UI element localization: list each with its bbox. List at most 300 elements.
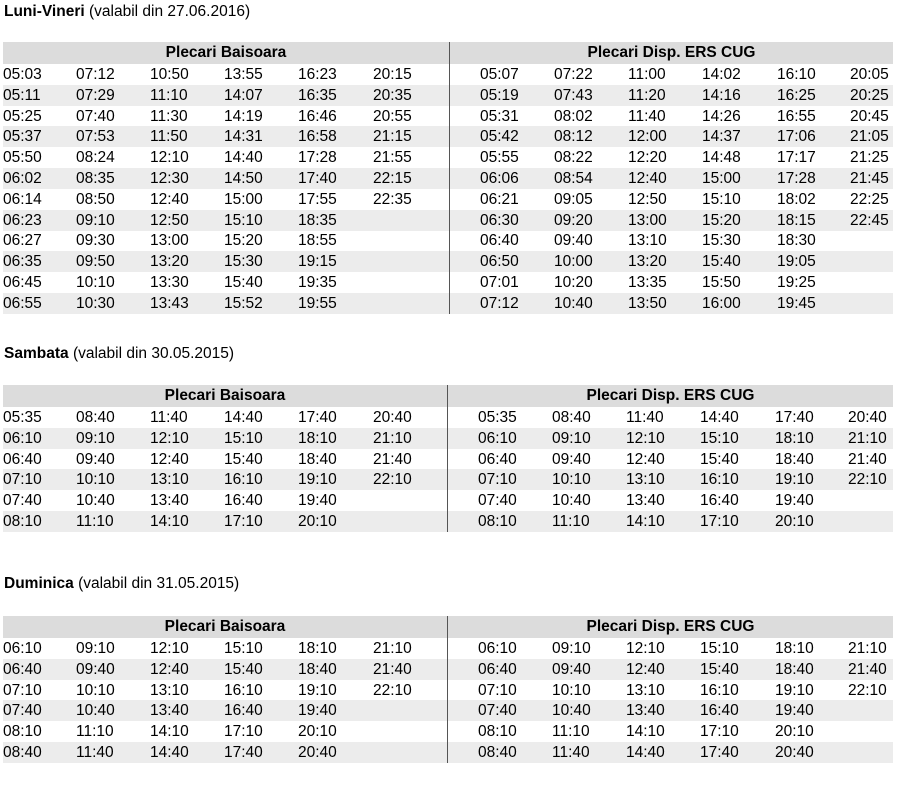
- departure-baisoara-time: 08:50: [76, 190, 115, 208]
- departure-ers-cug-time: 16:10: [700, 471, 739, 489]
- departure-ers-cug-time: 17:17: [777, 149, 816, 167]
- table-row: [3, 126, 893, 147]
- departure-baisoara-time: 15:20: [224, 232, 263, 250]
- departure-ers-cug-time: 19:05: [777, 253, 816, 271]
- departure-baisoara-time: 14:40: [150, 744, 189, 761]
- departure-ers-cug-time: 21:40: [848, 450, 887, 468]
- departure-ers-cug-time: 07:12: [480, 294, 519, 312]
- departure-baisoara-time: 21:15: [373, 128, 412, 146]
- departure-baisoara-time: 16:46: [298, 107, 337, 125]
- departure-ers-cug-time: 09:10: [552, 429, 591, 447]
- departure-ers-cug-time: 20:10: [775, 723, 814, 741]
- departure-baisoara-time: 10:10: [76, 471, 115, 489]
- departure-ers-cug-time: 05:55: [480, 149, 519, 167]
- departure-baisoara-time: 22:35: [373, 190, 412, 208]
- departure-baisoara-time: 12:30: [150, 170, 189, 187]
- departure-ers-cug-time: 08:40: [552, 409, 591, 426]
- departure-baisoara-time: 11:40: [76, 744, 114, 761]
- departure-ers-cug-time: 21:10: [848, 429, 887, 447]
- departure-ers-cug-time: 10:20: [554, 274, 593, 291]
- departure-baisoara-time: 06:40: [3, 450, 42, 468]
- departure-baisoara-time: 12:10: [150, 429, 189, 447]
- day-label: Duminica: [4, 575, 74, 592]
- departure-ers-cug-time: 21:40: [848, 660, 887, 678]
- day-label: Sambata: [4, 345, 69, 362]
- departure-ers-cug-time: 14:37: [702, 128, 741, 146]
- departure-ers-cug-time: 18:40: [775, 660, 814, 678]
- departure-baisoara-time: 08:35: [76, 170, 115, 187]
- departure-ers-cug-time: 09:10: [552, 640, 591, 657]
- departure-ers-cug-time: 05:07: [480, 66, 519, 83]
- table-row: [3, 638, 893, 659]
- departure-baisoara-time: 15:52: [224, 294, 263, 312]
- table-row: [3, 428, 893, 449]
- departure-baisoara-time: 16:58: [298, 128, 337, 146]
- departure-baisoara-time: 17:40: [298, 170, 337, 187]
- departure-ers-cug-time: 08:40: [478, 744, 517, 761]
- departure-ers-cug-time: 18:10: [775, 640, 814, 657]
- departure-ers-cug-time: 17:28: [777, 170, 816, 187]
- departure-baisoara-time: 15:00: [224, 190, 263, 208]
- departure-ers-cug-time: 21:45: [850, 170, 889, 187]
- departure-ers-cug-time: 15:10: [702, 190, 741, 208]
- departure-baisoara-time: 16:40: [224, 702, 263, 720]
- departure-ers-cug-time: 22:10: [848, 471, 887, 489]
- departure-ers-cug-time: 07:22: [554, 66, 593, 83]
- departure-ers-cug-time: 06:10: [478, 640, 517, 657]
- departure-ers-cug-time: 10:00: [554, 253, 593, 271]
- departure-ers-cug-time: 16:00: [702, 294, 741, 312]
- header-plecari-baisoara: Plecari Baisoara: [3, 385, 447, 407]
- departure-baisoara-time: 20:10: [298, 723, 337, 741]
- departure-ers-cug-time: 06:40: [480, 232, 519, 250]
- departure-baisoara-time: 14:31: [224, 128, 263, 146]
- departure-ers-cug-time: 15:30: [702, 232, 741, 250]
- departure-baisoara-time: 15:10: [224, 640, 263, 657]
- validity-note: (valabil din 27.06.2016): [88, 3, 251, 20]
- departure-ers-cug-time: 07:40: [478, 702, 517, 720]
- departure-baisoara-time: 15:30: [224, 253, 263, 271]
- departure-ers-cug-time: 10:40: [554, 294, 593, 312]
- departure-baisoara-time: 16:35: [298, 86, 337, 104]
- departure-baisoara-time: 05:11: [3, 86, 41, 104]
- departure-baisoara-time: 08:24: [76, 149, 115, 167]
- departure-baisoara-time: 11:10: [76, 513, 114, 530]
- departure-baisoara-time: 06:14: [3, 190, 42, 208]
- departure-ers-cug-time: 09:40: [552, 450, 591, 468]
- departure-baisoara-time: 17:28: [298, 149, 337, 167]
- departure-baisoara-time: 05:37: [3, 128, 42, 146]
- departure-ers-cug-time: 18:30: [777, 232, 816, 250]
- departure-baisoara-time: 13:40: [150, 492, 189, 510]
- departure-baisoara-time: 18:40: [298, 450, 337, 468]
- departure-baisoara-time: 13:10: [150, 681, 189, 699]
- table-row: [3, 210, 893, 231]
- departure-ers-cug-time: 15:20: [702, 211, 741, 229]
- departure-ers-cug-time: 17:40: [700, 744, 739, 761]
- departure-ers-cug-time: 11:20: [628, 86, 666, 104]
- table-row: [3, 85, 893, 106]
- departure-baisoara-time: 07:10: [3, 471, 42, 489]
- departure-ers-cug-time: 19:40: [775, 492, 814, 510]
- table-row: [3, 449, 893, 470]
- departure-baisoara-time: 14:07: [224, 86, 263, 104]
- departure-ers-cug-time: 06:10: [478, 429, 517, 447]
- departure-baisoara-time: 15:10: [224, 429, 263, 447]
- departure-baisoara-time: 13:30: [150, 274, 189, 291]
- departure-baisoara-time: 15:40: [224, 450, 263, 468]
- departure-baisoara-time: 06:23: [3, 211, 42, 229]
- departure-baisoara-time: 09:10: [76, 211, 115, 229]
- departure-baisoara-time: 07:29: [76, 86, 115, 104]
- departure-ers-cug-time: 13:40: [626, 492, 665, 510]
- departure-ers-cug-time: 08:10: [478, 513, 517, 530]
- departure-baisoara-time: 13:20: [150, 253, 189, 271]
- table-row: [3, 168, 893, 189]
- departure-ers-cug-time: 05:19: [480, 86, 519, 104]
- departure-ers-cug-time: 07:01: [480, 274, 519, 291]
- departure-ers-cug-time: 12:10: [626, 429, 665, 447]
- departure-baisoara-time: 11:30: [150, 107, 188, 125]
- departure-ers-cug-time: 07:40: [478, 492, 517, 510]
- departure-baisoara-time: 17:40: [224, 744, 263, 761]
- departure-ers-cug-time: 19:40: [775, 702, 814, 720]
- departure-ers-cug-time: 15:50: [702, 274, 741, 291]
- departure-baisoara-time: 17:10: [224, 723, 263, 741]
- departure-baisoara-time: 07:40: [3, 702, 42, 720]
- departure-ers-cug-time: 13:10: [626, 681, 665, 699]
- departure-baisoara-time: 19:40: [298, 702, 337, 720]
- departure-baisoara-time: 14:40: [224, 409, 263, 426]
- table-row: [3, 293, 893, 314]
- departure-ers-cug-time: 08:02: [554, 107, 593, 125]
- departure-baisoara-time: 20:10: [298, 513, 337, 530]
- validity-note: (valabil din 31.05.2015): [78, 575, 240, 592]
- departure-ers-cug-time: 08:10: [478, 723, 517, 741]
- departure-ers-cug-time: 08:54: [554, 170, 593, 187]
- departure-ers-cug-time: 13:35: [628, 274, 667, 291]
- departure-ers-cug-time: 10:40: [552, 492, 591, 510]
- departure-ers-cug-time: 18:40: [775, 450, 814, 468]
- departure-baisoara-time: 17:40: [298, 409, 337, 426]
- departure-baisoara-time: 18:10: [298, 429, 337, 447]
- departure-baisoara-time: 11:10: [150, 86, 188, 104]
- departure-ers-cug-time: 14:40: [626, 744, 665, 761]
- section-heading: [4, 3, 250, 21]
- departure-ers-cug-time: 18:15: [777, 211, 816, 229]
- departure-ers-cug-time: 06:30: [480, 211, 519, 229]
- departure-ers-cug-time: 15:40: [700, 450, 739, 468]
- departure-baisoara-time: 07:53: [76, 128, 115, 146]
- departure-baisoara-time: 06:10: [3, 640, 42, 657]
- departure-ers-cug-time: 15:40: [700, 660, 739, 678]
- departure-baisoara-time: 20:40: [373, 409, 412, 426]
- departure-baisoara-time: 06:40: [3, 660, 42, 678]
- departure-ers-cug-time: 07:43: [554, 86, 593, 104]
- departure-ers-cug-time: 09:20: [554, 211, 593, 229]
- departure-baisoara-time: 19:55: [298, 294, 337, 312]
- departure-ers-cug-time: 05:35: [478, 409, 517, 426]
- departure-baisoara-time: 20:15: [373, 66, 412, 83]
- departure-baisoara-time: 12:10: [150, 640, 189, 657]
- departure-ers-cug-time: 17:10: [700, 723, 739, 741]
- departure-baisoara-time: 09:10: [76, 640, 115, 657]
- departure-ers-cug-time: 13:20: [628, 253, 667, 271]
- departure-ers-cug-time: 11:00: [628, 66, 666, 83]
- departure-baisoara-time: 20:40: [298, 744, 337, 761]
- departure-ers-cug-time: 20:45: [850, 107, 889, 125]
- departure-ers-cug-time: 05:42: [480, 128, 519, 146]
- departure-ers-cug-time: 17:06: [777, 128, 816, 146]
- section-heading: [4, 345, 234, 363]
- departure-ers-cug-time: 09:40: [552, 660, 591, 678]
- departure-ers-cug-time: 13:10: [628, 232, 667, 250]
- departure-ers-cug-time: 16:25: [777, 86, 816, 104]
- departure-ers-cug-time: 07:10: [478, 471, 517, 489]
- departure-baisoara-time: 05:35: [3, 409, 42, 426]
- departure-baisoara-time: 08:40: [3, 744, 42, 761]
- departure-ers-cug-time: 16:40: [700, 492, 739, 510]
- departure-baisoara-time: 20:55: [373, 107, 412, 125]
- departure-ers-cug-time: 21:05: [850, 128, 889, 146]
- day-label: Luni-Vineri: [4, 3, 85, 20]
- departure-ers-cug-time: 20:05: [850, 66, 889, 83]
- departure-ers-cug-time: 22:25: [850, 190, 889, 208]
- validity-note: (valabil din 30.05.2015): [72, 345, 235, 362]
- departure-baisoara-time: 21:40: [373, 450, 412, 468]
- departure-ers-cug-time: 11:10: [552, 513, 590, 530]
- departure-ers-cug-time: 12:50: [628, 190, 667, 208]
- departure-ers-cug-time: 21:10: [848, 640, 887, 657]
- departure-baisoara-time: 10:40: [76, 492, 115, 510]
- departure-baisoara-time: 13:40: [150, 702, 189, 720]
- departure-ers-cug-time: 14:26: [702, 107, 741, 125]
- departure-ers-cug-time: 06:40: [478, 660, 517, 678]
- table-row: [3, 106, 893, 127]
- departure-baisoara-time: 15:40: [224, 660, 263, 678]
- table-row: [3, 742, 893, 763]
- departure-ers-cug-time: 16:40: [700, 702, 739, 720]
- departure-baisoara-time: 19:10: [298, 681, 337, 699]
- departure-baisoara-time: 18:55: [298, 232, 337, 250]
- table-row: [3, 490, 893, 511]
- table-row: [3, 659, 893, 680]
- departure-baisoara-time: 09:30: [76, 232, 115, 250]
- departure-ers-cug-time: 20:25: [850, 86, 889, 104]
- departure-ers-cug-time: 15:10: [700, 429, 739, 447]
- departure-baisoara-time: 16:10: [224, 471, 263, 489]
- departure-ers-cug-time: 12:40: [628, 170, 667, 187]
- departure-ers-cug-time: 20:40: [848, 409, 887, 426]
- departure-ers-cug-time: 06:21: [480, 190, 519, 208]
- header-plecari-baisoara: Plecari Baisoara: [3, 42, 449, 64]
- header-plecari-baisoara: Plecari Baisoara: [3, 616, 447, 638]
- departure-baisoara-time: 07:10: [3, 681, 42, 699]
- departure-ers-cug-time: 13:00: [628, 211, 667, 229]
- table-row: [3, 680, 893, 701]
- departure-ers-cug-time: 15:10: [700, 640, 739, 657]
- departure-ers-cug-time: 09:05: [554, 190, 593, 208]
- departure-baisoara-time: 14:50: [224, 170, 263, 187]
- departure-ers-cug-time: 16:10: [700, 681, 739, 699]
- departure-ers-cug-time: 22:10: [848, 681, 887, 699]
- departure-baisoara-time: 15:40: [224, 274, 263, 291]
- departure-ers-cug-time: 20:40: [775, 744, 814, 761]
- departure-baisoara-time: 07:40: [76, 107, 115, 125]
- departure-ers-cug-time: 12:10: [626, 640, 665, 657]
- departure-baisoara-time: 17:10: [224, 513, 263, 530]
- departure-ers-cug-time: 13:40: [626, 702, 665, 720]
- departure-baisoara-time: 13:00: [150, 232, 189, 250]
- departure-ers-cug-time: 14:40: [700, 409, 739, 426]
- departure-baisoara-time: 09:40: [76, 450, 115, 468]
- departure-baisoara-time: 09:50: [76, 253, 115, 271]
- departure-baisoara-time: 16:10: [224, 681, 263, 699]
- departure-ers-cug-time: 12:40: [626, 660, 665, 678]
- departure-ers-cug-time: 14:10: [626, 723, 665, 741]
- departure-baisoara-time: 10:30: [76, 294, 115, 312]
- departure-ers-cug-time: 09:40: [554, 232, 593, 250]
- departure-baisoara-time: 05:03: [3, 66, 42, 83]
- section-heading: [4, 575, 239, 593]
- table-row: [3, 189, 893, 210]
- departure-baisoara-time: 10:40: [76, 702, 115, 720]
- departure-ers-cug-time: 11:10: [552, 723, 590, 741]
- departure-baisoara-time: 08:40: [76, 409, 115, 426]
- departure-ers-cug-time: 15:00: [702, 170, 741, 187]
- departure-baisoara-time: 06:27: [3, 232, 42, 250]
- departure-ers-cug-time: 10:10: [552, 471, 591, 489]
- departure-baisoara-time: 12:40: [150, 660, 189, 678]
- departure-baisoara-time: 14:10: [150, 513, 189, 530]
- departure-baisoara-time: 19:10: [298, 471, 337, 489]
- departure-baisoara-time: 12:50: [150, 211, 189, 229]
- column-divider: [449, 42, 450, 314]
- departure-baisoara-time: 11:50: [150, 128, 188, 146]
- departure-baisoara-time: 14:19: [224, 107, 263, 125]
- departure-ers-cug-time: 05:31: [480, 107, 519, 125]
- departure-baisoara-time: 06:55: [3, 294, 42, 312]
- departure-baisoara-time: 13:10: [150, 471, 189, 489]
- departure-ers-cug-time: 07:10: [478, 681, 517, 699]
- table-row: [3, 64, 893, 85]
- header-plecari-disp-ers-cug: Plecari Disp. ERS CUG: [450, 42, 893, 64]
- departure-baisoara-time: 21:55: [373, 149, 412, 167]
- departure-ers-cug-time: 19:45: [777, 294, 816, 312]
- departure-baisoara-time: 18:40: [298, 660, 337, 678]
- departure-ers-cug-time: 13:50: [628, 294, 667, 312]
- departure-baisoara-time: 19:35: [298, 274, 337, 291]
- departure-ers-cug-time: 20:10: [775, 513, 814, 530]
- column-divider: [447, 616, 448, 763]
- departure-baisoara-time: 22:10: [373, 471, 412, 489]
- departure-ers-cug-time: 10:10: [552, 681, 591, 699]
- departure-ers-cug-time: 06:50: [480, 253, 519, 271]
- departure-baisoara-time: 13:43: [150, 294, 189, 312]
- departure-baisoara-time: 22:15: [373, 170, 412, 187]
- departure-baisoara-time: 21:10: [373, 429, 412, 447]
- departure-baisoara-time: 13:55: [224, 66, 263, 83]
- table-row: [3, 251, 893, 272]
- departure-ers-cug-time: 06:40: [478, 450, 517, 468]
- departure-ers-cug-time: 14:10: [626, 513, 665, 530]
- departure-baisoara-time: 06:45: [3, 274, 42, 291]
- departure-ers-cug-time: 19:10: [775, 681, 814, 699]
- header-plecari-disp-ers-cug: Plecari Disp. ERS CUG: [448, 385, 893, 407]
- departure-baisoara-time: 15:10: [224, 211, 263, 229]
- departure-baisoara-time: 18:10: [298, 640, 337, 657]
- departure-baisoara-time: 06:35: [3, 253, 42, 271]
- departure-ers-cug-time: 17:40: [775, 409, 814, 426]
- departure-ers-cug-time: 11:40: [626, 409, 664, 426]
- departure-baisoara-time: 06:10: [3, 429, 42, 447]
- departure-baisoara-time: 18:35: [298, 211, 337, 229]
- table-row: [3, 407, 893, 428]
- table-row: [3, 272, 893, 293]
- table-row: [3, 700, 893, 721]
- header-plecari-disp-ers-cug: Plecari Disp. ERS CUG: [448, 616, 893, 638]
- departure-baisoara-time: 08:10: [3, 513, 42, 530]
- departure-ers-cug-time: 15:40: [702, 253, 741, 271]
- departure-baisoara-time: 21:10: [373, 640, 412, 657]
- departure-ers-cug-time: 08:22: [554, 149, 593, 167]
- departure-ers-cug-time: 11:40: [552, 744, 590, 761]
- departure-baisoara-time: 10:50: [150, 66, 189, 83]
- departure-ers-cug-time: 08:12: [554, 128, 593, 146]
- column-divider: [447, 385, 448, 532]
- departure-baisoara-time: 19:15: [298, 253, 337, 271]
- departure-baisoara-time: 07:40: [3, 492, 42, 510]
- departure-baisoara-time: 07:12: [76, 66, 115, 83]
- departure-ers-cug-time: 21:25: [850, 149, 889, 167]
- departure-baisoara-time: 12:40: [150, 190, 189, 208]
- departure-ers-cug-time: 14:02: [702, 66, 741, 83]
- departure-baisoara-time: 12:40: [150, 450, 189, 468]
- departure-ers-cug-time: 12:20: [628, 149, 667, 167]
- departure-ers-cug-time: 14:16: [702, 86, 741, 104]
- departure-baisoara-time: 19:40: [298, 492, 337, 510]
- table-row: [3, 511, 893, 532]
- departure-baisoara-time: 09:10: [76, 429, 115, 447]
- table-row: [3, 721, 893, 742]
- departure-baisoara-time: 21:40: [373, 660, 412, 678]
- departure-baisoara-time: 22:10: [373, 681, 412, 699]
- departure-baisoara-time: 06:02: [3, 170, 42, 187]
- departure-ers-cug-time: 12:40: [626, 450, 665, 468]
- departure-ers-cug-time: 06:06: [480, 170, 519, 187]
- departure-ers-cug-time: 18:02: [777, 190, 816, 208]
- departure-baisoara-time: 14:40: [224, 149, 263, 167]
- departure-baisoara-time: 17:55: [298, 190, 337, 208]
- departure-baisoara-time: 16:40: [224, 492, 263, 510]
- departure-baisoara-time: 12:10: [150, 149, 189, 167]
- departure-baisoara-time: 11:40: [150, 409, 188, 426]
- departure-ers-cug-time: 12:00: [628, 128, 667, 146]
- departure-ers-cug-time: 17:10: [700, 513, 739, 530]
- departure-ers-cug-time: 19:10: [775, 471, 814, 489]
- departure-ers-cug-time: 16:10: [777, 66, 816, 83]
- departure-baisoara-time: 05:25: [3, 107, 42, 125]
- departure-ers-cug-time: 22:45: [850, 211, 889, 229]
- departure-baisoara-time: 09:40: [76, 660, 115, 678]
- departure-ers-cug-time: 14:48: [702, 149, 741, 167]
- departure-baisoara-time: 16:23: [298, 66, 337, 83]
- departure-ers-cug-time: 11:40: [628, 107, 666, 125]
- departure-baisoara-time: 20:35: [373, 86, 412, 104]
- departure-baisoara-time: 08:10: [3, 723, 42, 741]
- departure-ers-cug-time: 19:25: [777, 274, 816, 291]
- departure-ers-cug-time: 10:40: [552, 702, 591, 720]
